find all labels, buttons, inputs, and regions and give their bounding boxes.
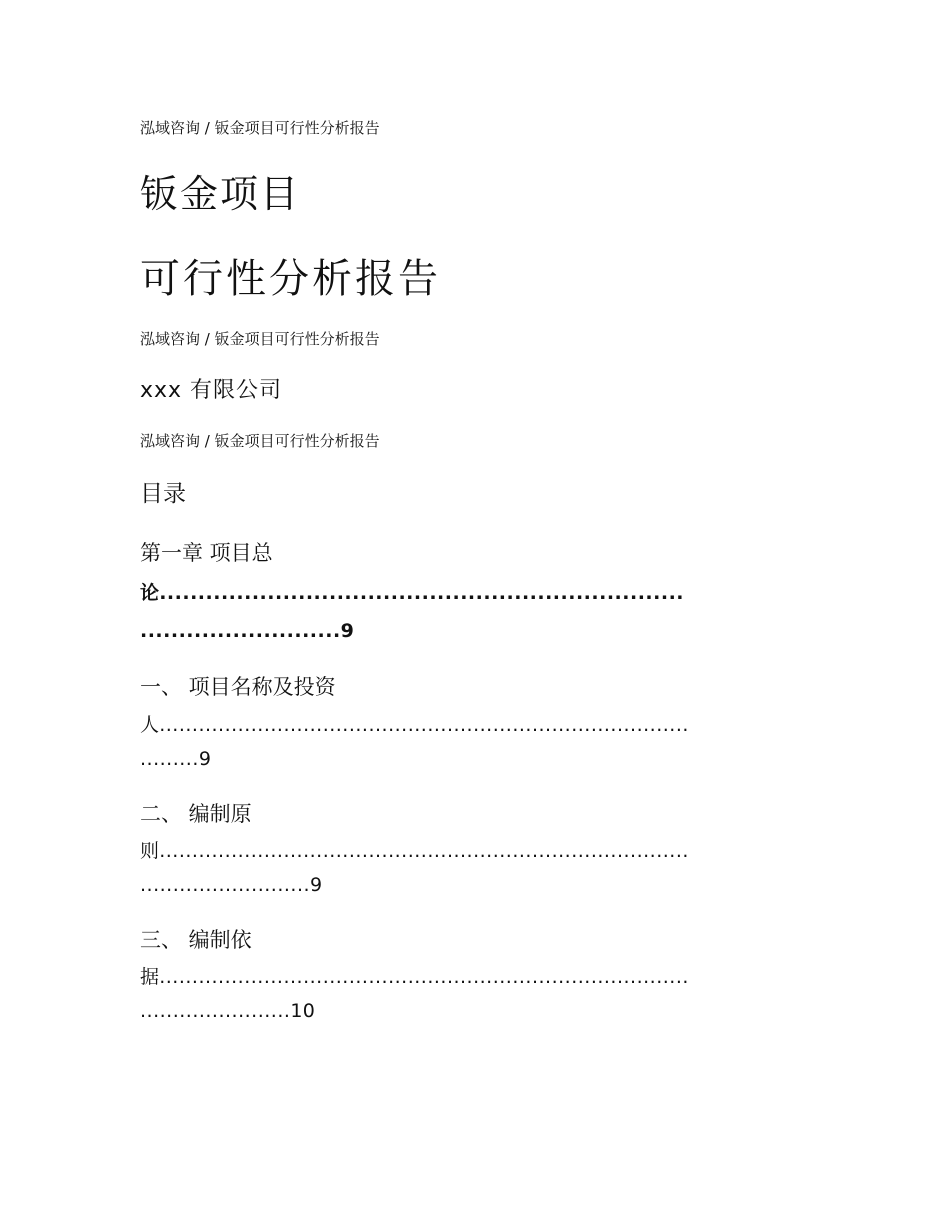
header-report-name: 钣金项目可行性分析报告	[214, 119, 380, 137]
toc-entry-title[interactable]: 三、 编制依	[140, 928, 252, 952]
header-report-name: 钣金项目可行性分析报告	[214, 330, 380, 348]
running-header	[140, 431, 380, 451]
toc-page-number: 9	[310, 874, 323, 896]
header-brand: 泓域咨询	[140, 330, 201, 348]
header-separator: /	[204, 330, 210, 348]
toc-leader-dots: .................................................................................	[159, 840, 689, 862]
running-header	[140, 329, 380, 349]
toc-page-number: 9	[340, 620, 355, 642]
toc-entry-line[interactable]	[140, 872, 322, 898]
toc-leader-dots: .................................................................................	[159, 714, 689, 736]
toc-entry-continuation: 人	[140, 714, 160, 736]
running-header	[140, 118, 380, 138]
header-brand: 泓域咨询	[140, 119, 201, 137]
header-separator: /	[204, 432, 210, 450]
cover-title-line2: 可行性分析报告	[140, 256, 441, 302]
toc-entry-title[interactable]: 二、 编制原	[140, 802, 252, 826]
toc-entry-line[interactable]	[140, 618, 354, 644]
cover-title-line1: 钣金项目	[140, 172, 301, 216]
toc-entry-continuation: 则	[140, 840, 160, 862]
toc-entry-line[interactable]	[140, 998, 315, 1024]
toc-entry-line[interactable]	[140, 746, 211, 772]
toc-leader-dots: .......................	[140, 1000, 291, 1022]
toc-leader-dots: ..........................	[140, 620, 341, 642]
header-brand: 泓域咨询	[140, 432, 201, 450]
toc-leader-dots: ....................................................................	[159, 582, 685, 604]
toc-heading: 目录	[140, 481, 186, 507]
toc-leader-dots: .................................................................................	[159, 966, 689, 988]
toc-entry-line[interactable]	[140, 712, 689, 738]
toc-page-number: 9	[198, 748, 212, 770]
toc-entry-title[interactable]: 一、 项目名称及投资	[140, 675, 336, 699]
toc-entry-line[interactable]	[140, 580, 684, 606]
toc-leader-dots: .........	[140, 748, 199, 770]
company-name: xxx 有限公司	[140, 378, 283, 403]
toc-entry-continuation: 论	[140, 582, 160, 604]
toc-entry-continuation: 据	[140, 966, 160, 988]
toc-leader-dots: ..........................	[140, 874, 311, 896]
toc-entry-title[interactable]: 第一章 项目总	[140, 541, 273, 565]
toc-entry-line[interactable]	[140, 838, 689, 864]
toc-page-number: 10	[290, 1000, 315, 1022]
toc-entry-line[interactable]	[140, 964, 689, 990]
header-report-name: 钣金项目可行性分析报告	[214, 432, 380, 450]
header-separator: /	[204, 119, 210, 137]
